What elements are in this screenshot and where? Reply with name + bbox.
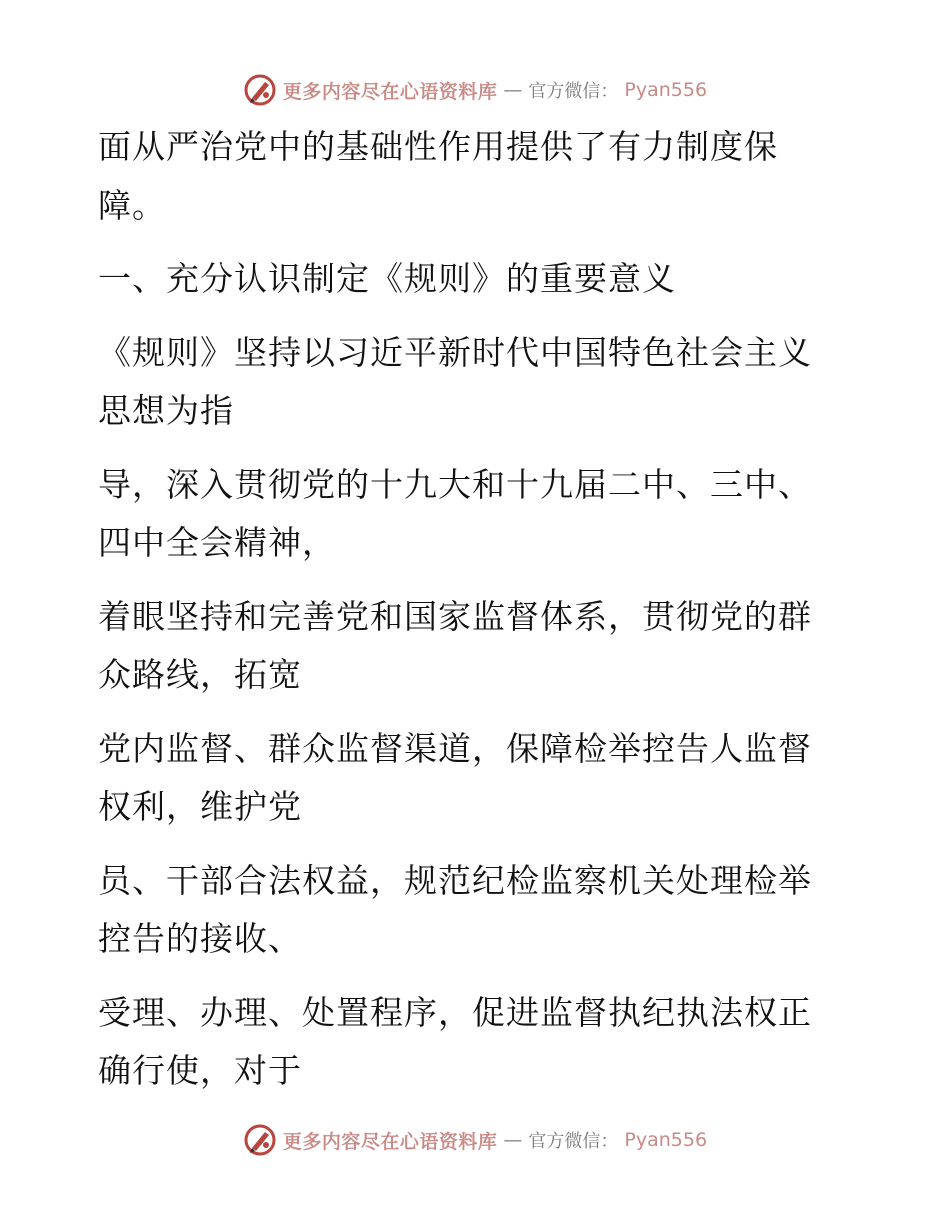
banner-wechat-id: Pyan556 bbox=[624, 1129, 708, 1151]
body-line: 导，深入贯彻党的十九大和十九届二中、三中、 bbox=[98, 465, 812, 504]
body-line: 《规则》坚持以习近平新时代中国特色社会主义 bbox=[98, 333, 812, 372]
banner-separator: — bbox=[503, 1129, 523, 1151]
body-line: 权利，维护党 bbox=[98, 787, 302, 826]
body-line: 党内监督、群众监督渠道，保障检举控告人监督 bbox=[98, 729, 812, 768]
banner-separator: — bbox=[503, 79, 523, 101]
header-banner bbox=[0, 70, 950, 110]
body-line: 控告的接收、 bbox=[98, 919, 302, 958]
body-line: 障。 bbox=[98, 186, 166, 225]
footer-banner bbox=[0, 1120, 950, 1160]
body-line: 四中全会精神， bbox=[98, 523, 336, 562]
body-line: 员、干部合法权益，规范纪检监察机关处理检举 bbox=[98, 861, 812, 900]
banner-slogan: 更多内容尽在心语资料库 bbox=[282, 1130, 498, 1153]
banner-wechat-id: Pyan556 bbox=[624, 79, 708, 101]
body-line: 着眼坚持和完善党和国家监督体系，贯彻党的群 bbox=[98, 597, 812, 636]
section-heading: 一、充分认识制定《规则》的重要意义 bbox=[98, 259, 676, 298]
body-line: 确行使，对于 bbox=[98, 1051, 302, 1090]
body-line: 众路线，拓宽 bbox=[98, 655, 302, 694]
body-line: 思想为指 bbox=[98, 391, 234, 430]
body-line: 受理、办理、处置程序，促进监督执纪执法权正 bbox=[98, 993, 812, 1032]
pen-logo-icon bbox=[243, 73, 277, 107]
banner-slogan: 更多内容尽在心语资料库 bbox=[282, 80, 498, 103]
banner-wechat-label: 官方微信： bbox=[528, 81, 619, 102]
banner-wechat-label: 官方微信： bbox=[528, 1131, 619, 1152]
pen-logo-icon bbox=[243, 1123, 277, 1157]
body-line: 面从严治党中的基础性作用提供了有力制度保 bbox=[98, 127, 778, 166]
